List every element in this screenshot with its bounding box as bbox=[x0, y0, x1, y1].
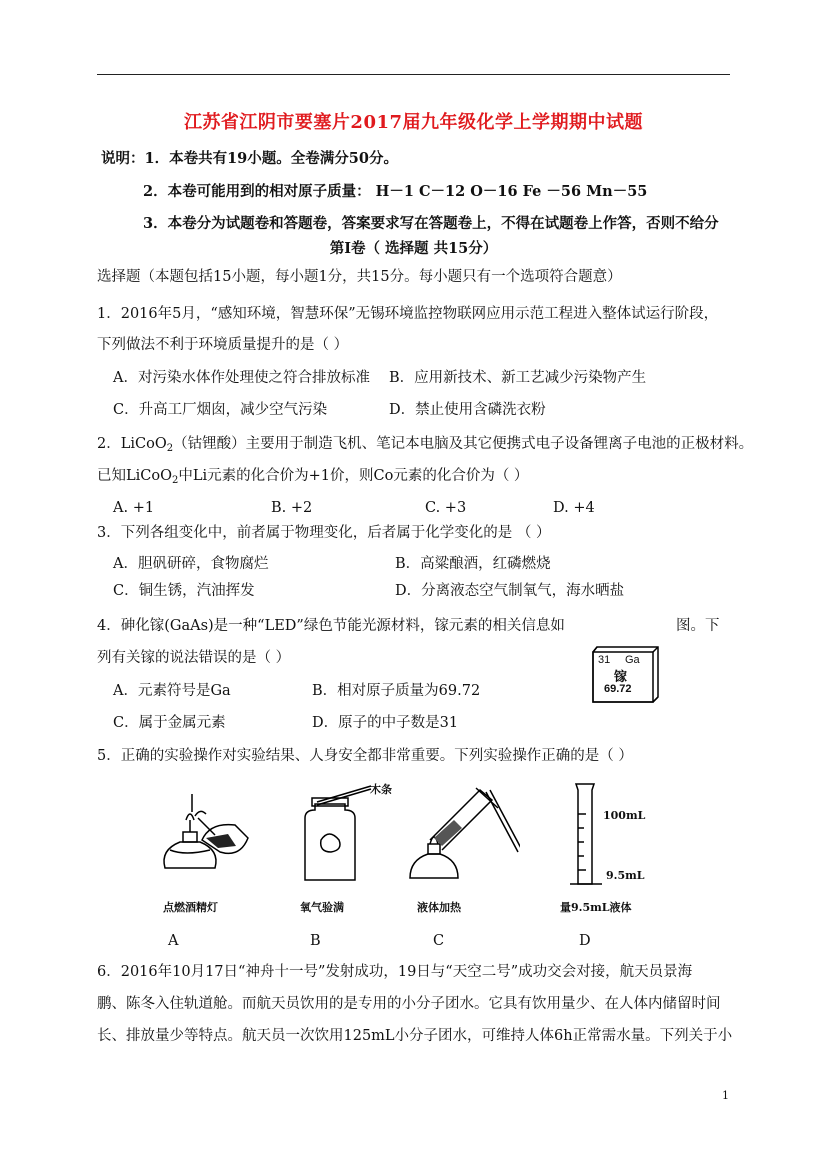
q4-option-b: B．相对原子质量为69.72 bbox=[312, 683, 481, 699]
q2-line1-end: （钴锂酸）主要用于制造飞机、笔记本电脑及其它便携式电子设备锂离子电池的正极材料。 bbox=[173, 436, 754, 452]
q3-option-d: D．分离液态空气制氧气，海水晒盐 bbox=[395, 583, 625, 599]
q4-stem-line-2: 列有关镓的说法错误的是（ ） bbox=[97, 650, 291, 666]
element-name: 镓 bbox=[614, 670, 628, 685]
instruction-line-1: 说明：1．本卷共有19小题。全卷满分50分。 bbox=[101, 150, 398, 167]
liquid-heating-illustration bbox=[400, 780, 520, 890]
q2-stem-line-2 bbox=[97, 467, 528, 490]
figure-a-caption: 点燃酒精灯 bbox=[163, 901, 218, 914]
q4-option-a: A．元素符号是Ga bbox=[113, 683, 231, 699]
figure-letter-d: D bbox=[579, 933, 591, 949]
figure-d-caption: 量9.5mL液体 bbox=[560, 901, 632, 914]
q6-stem-line-2: 鹏、陈冬入住轨道舱。而航天员饮用的是专用的小分子团水。它具有饮用量少、在人体内储留时间 bbox=[97, 996, 721, 1012]
figure-letter-c: C bbox=[433, 933, 445, 949]
element-atomic-number: 31 bbox=[598, 654, 611, 666]
gallium-element-card bbox=[592, 646, 658, 702]
q2-option-d: D. +4 bbox=[553, 500, 595, 516]
q1-option-b: B．应用新技术、新工艺减少污染物产生 bbox=[389, 370, 647, 386]
section-intro: 选择题（本题包括15小题，每小题1分，共15分。每小题只有一个选项符合题意） bbox=[97, 269, 622, 285]
q2-stem-line-1 bbox=[97, 435, 753, 458]
q1-option-d: D．禁止使用含磷洗衣粉 bbox=[389, 402, 546, 418]
page-title: 江苏省江阴市要塞片2017届九年级化学上学期期中试题 bbox=[183, 112, 644, 133]
q2-option-a: A. +1 bbox=[113, 500, 155, 516]
element-symbol: Ga bbox=[625, 654, 640, 666]
q5-stem: 5．正确的实验操作对实验结果、人身安全都非常重要。下列实验操作正确的是（ ） bbox=[97, 748, 633, 764]
q1-option-a: A．对污染水体作处理使之符合排放标准 bbox=[113, 370, 370, 386]
q3-option-a: A．胆矾研碎，食物腐烂 bbox=[113, 556, 269, 572]
instruction-line-3: 3．本卷分为试题卷和答题卷，答案要求写在答题卷上，不得在试题卷上作答，否则不给分 bbox=[143, 215, 719, 232]
q2-line2-subscript: 2 bbox=[171, 475, 179, 486]
q6-stem-line-3: 长、排放量少等特点。航天员一次饮用125mL小分子团水，可维持人体6h正常需水量。下列关于小 bbox=[97, 1028, 733, 1044]
q3-option-b: B．高粱酿酒，红磷燃烧 bbox=[395, 556, 551, 572]
q6-stem-line-1: 6．2016年10月17日“神舟十一号”发射成功，19日与“天空二号”成功交会对接，航天员景海 bbox=[97, 964, 693, 980]
q1-stem-line-2: 下列做法不利于环境质量提升的是（ ） bbox=[97, 337, 349, 353]
q3-option-c: C．铜生锈，汽油挥发 bbox=[113, 583, 255, 599]
q2-line1-subscript: 2 bbox=[166, 443, 174, 454]
q4-option-c: C．属于金属元素 bbox=[113, 715, 226, 731]
figure-b-caption: 氧气验满 bbox=[300, 901, 344, 914]
header-rule bbox=[97, 74, 730, 75]
figure-letter-a: A bbox=[168, 933, 179, 949]
figure-c-caption: 液体加热 bbox=[417, 901, 461, 914]
cylinder-level-mark: 9.5mL bbox=[606, 869, 645, 882]
q4-stem-line-1: 4．砷化镓(GaAs)是一种“LED”绿色节能光源材料，镓元素的相关信息如 bbox=[97, 618, 565, 634]
q1-stem-line-1: 1．2016年5月，“感知环境，智慧环保”无锡环境监控物联网应用示范工程进入整体试运行阶段， bbox=[97, 306, 719, 322]
element-atomic-mass: 69.72 bbox=[604, 683, 632, 695]
q2-option-b: B. +2 bbox=[271, 500, 313, 516]
alcohol-lamp-lighting-illustration bbox=[140, 780, 260, 890]
figure-letter-b: B bbox=[310, 933, 321, 949]
instruction-line-2: 2．本卷可能用到的相对原子质量： H－1 C－12 O－16 Fe －56 Mn－55 bbox=[143, 183, 648, 200]
section-heading: 第Ⅰ卷（ 选择题 共15分） bbox=[329, 240, 498, 257]
page-number: 1 bbox=[722, 1089, 729, 1102]
q2-line1-start: 2．LiCoO bbox=[97, 436, 167, 452]
q4-stem-line-1-tail: 图。下 bbox=[676, 618, 720, 634]
q2-line2-end: 中Li元素的化合价为+1价，则Co元素的化合价为（ ） bbox=[178, 468, 529, 484]
q1-option-c: C．升高工厂烟囱，减少空气污染 bbox=[113, 402, 328, 418]
wood-strip-label: 木条 bbox=[370, 783, 392, 796]
cylinder-top-mark: 100mL bbox=[603, 809, 646, 822]
q2-line2-start: 已知LiCoO bbox=[97, 468, 172, 484]
q4-option-d: D．原子的中子数是31 bbox=[312, 715, 459, 731]
q3-stem: 3．下列各组变化中，前者属于物理变化，后者属于化学变化的是 （ ） bbox=[97, 525, 551, 541]
q2-option-c: C. +3 bbox=[425, 500, 467, 516]
